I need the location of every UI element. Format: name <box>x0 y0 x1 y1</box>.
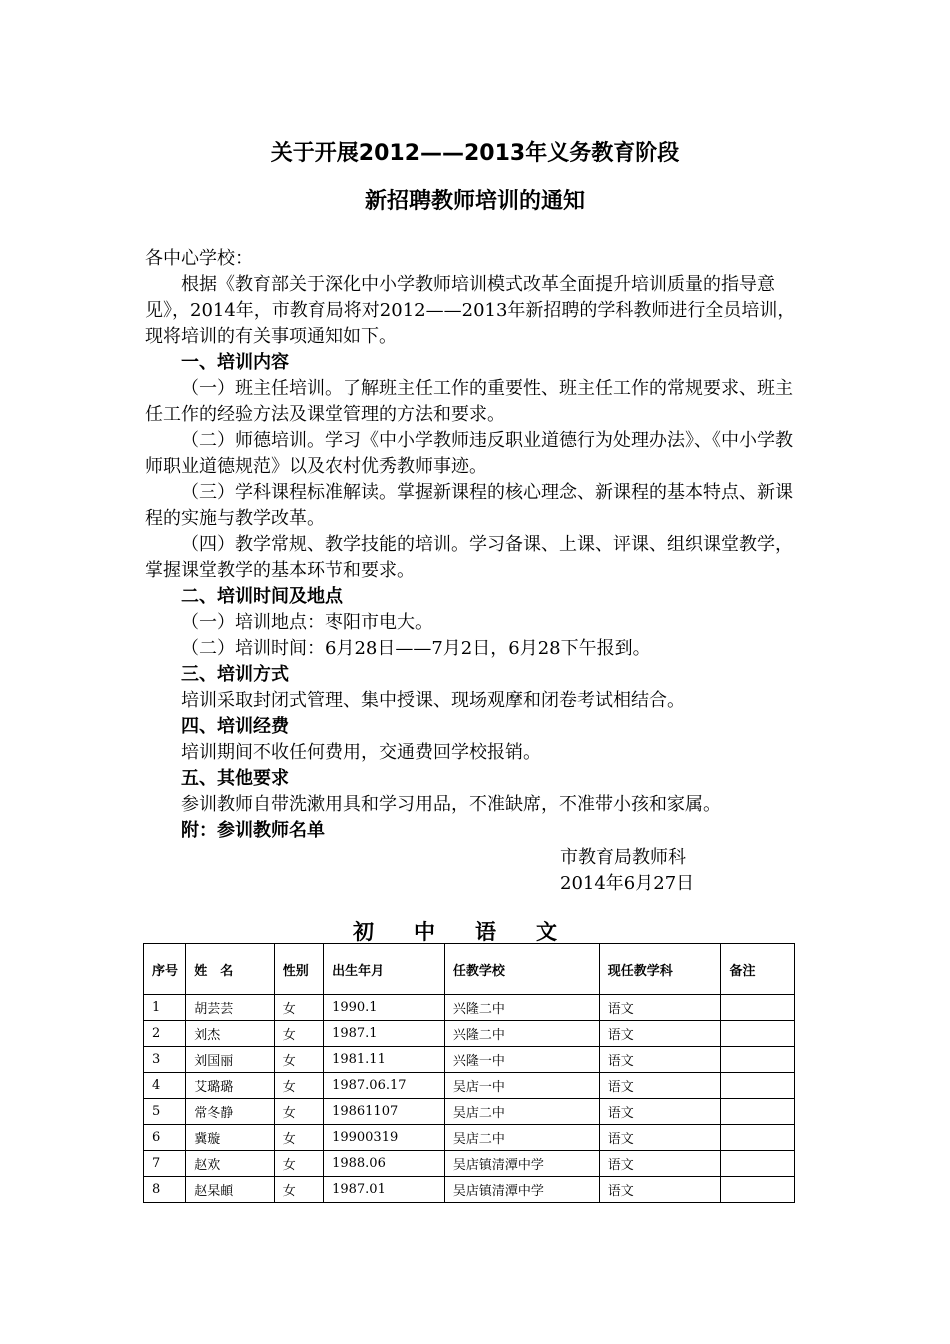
table-cell: 女 <box>274 1151 323 1177</box>
section-text: 参训教师自带洗漱用具和学习用品，不准缺席，不准带小孩和家属。 <box>181 794 721 815</box>
table-cell: 吴店镇清潭中学 <box>444 1177 599 1203</box>
table-cell: 6 <box>144 1125 186 1151</box>
table-cell <box>721 1073 795 1099</box>
header-cell: 现任教学科 <box>599 944 721 995</box>
section-heading-method: 三、培训方式 <box>181 664 289 685</box>
table-row <box>144 1099 795 1125</box>
table-cell <box>721 1099 795 1125</box>
table-cell: 艾璐璐 <box>186 1073 275 1099</box>
table-cell: 语文 <box>599 1151 721 1177</box>
section-item: （二）师德培训。学习《中小学教师违反职业道德行为处理办法》、《中小学教师职业道德规范》以及农村优秀教师事迹。 <box>145 430 793 477</box>
salutation: 各中心学校： <box>145 248 253 269</box>
table-cell <box>721 1021 795 1047</box>
table-cell: 冀璇 <box>186 1125 275 1151</box>
table-cell: 女 <box>274 1021 323 1047</box>
table-cell: 语文 <box>599 1021 721 1047</box>
table-cell: 语文 <box>599 1177 721 1203</box>
table-cell: 胡芸芸 <box>186 995 275 1021</box>
table-cell: 1990.1 <box>324 995 445 1021</box>
table-row <box>144 1021 795 1047</box>
table-cell: 吴店二中 <box>444 1125 599 1151</box>
table-body <box>144 995 795 1203</box>
table-row <box>144 1125 795 1151</box>
table-cell: 刘国丽 <box>186 1047 275 1073</box>
intro-paragraph: 根据《教育部关于深化中小学教师培训模式改革全面提升培训质量的指导意见》，2014年，市教育局将对2012——2013年新招聘的学科教师进行全员培训，现将培训的有关事项通知如下。 <box>145 274 796 347</box>
section-item: （一）培训地点：枣阳市电大。 <box>181 612 433 633</box>
table-header-row <box>144 944 795 995</box>
section-text: 培训期间不收任何费用，交通费回学校报销。 <box>181 742 541 763</box>
table-cell: 语文 <box>599 1047 721 1073</box>
table-cell: 吴店镇清潭中学 <box>444 1151 599 1177</box>
table-cell: 兴隆二中 <box>444 1021 599 1047</box>
section-heading-other: 五、其他要求 <box>181 768 289 789</box>
table-cell: 1981.11 <box>324 1047 445 1073</box>
section-item: （二）培训时间：6月28日——7月2日，6月28下午报到。 <box>181 638 651 659</box>
table-cell: 2 <box>144 1021 186 1047</box>
table-cell: 语文 <box>599 995 721 1021</box>
table-cell: 5 <box>144 1099 186 1125</box>
table-cell: 4 <box>144 1073 186 1099</box>
table-cell: 19861107 <box>324 1099 445 1125</box>
attachment-note: 附：参训教师名单 <box>181 820 325 841</box>
header-cell: 任教学校 <box>444 944 599 995</box>
table-cell: 女 <box>274 1073 323 1099</box>
table-cell: 语文 <box>599 1073 721 1099</box>
table-cell: 刘杰 <box>186 1021 275 1047</box>
signature-date: 2014年6月27日 <box>560 873 695 894</box>
signature-org: 市教育局教师科 <box>560 847 686 868</box>
table-title <box>0 916 950 946</box>
table-cell: 女 <box>274 995 323 1021</box>
section-item: （三）学科课程标准解读。掌握新课程的核心理念、新课程的基本特点、新课程的实施与教学改革。 <box>145 482 793 529</box>
table-cell <box>721 1177 795 1203</box>
table-cell: 语文 <box>599 1125 721 1151</box>
section-item: （四）教学常规、教学技能的培训。学习备课、上课、评课、组织课堂教学，掌握课堂教学的基本环节和要求。 <box>145 534 793 581</box>
table-cell: 1987.01 <box>324 1177 445 1203</box>
table-cell: 赵杲頔 <box>186 1177 275 1203</box>
section-heading-funding: 四、培训经费 <box>181 716 289 737</box>
header-cell: 序号 <box>144 944 186 995</box>
table-cell <box>721 1047 795 1073</box>
table-cell: 女 <box>274 1177 323 1203</box>
section-heading-time-place: 二、培训时间及地点 <box>181 586 343 607</box>
header-cell: 出生年月 <box>324 944 445 995</box>
table-cell: 1987.06.17 <box>324 1073 445 1099</box>
header-cell: 性别 <box>274 944 323 995</box>
document-title-line1: 关于开展2012——2013年义务教育阶段 <box>270 141 680 166</box>
section-text: 培训采取封闭式管理、集中授课、现场观摩和闭卷考试相结合。 <box>181 690 685 711</box>
teacher-roster-table <box>143 943 795 1203</box>
table-cell: 吴店一中 <box>444 1073 599 1099</box>
table-cell <box>721 995 795 1021</box>
table-cell: 兴隆二中 <box>444 995 599 1021</box>
table-cell: 赵欢 <box>186 1151 275 1177</box>
header-cell: 备注 <box>721 944 795 995</box>
table-title-text: 初中语文 <box>353 919 597 944</box>
table-cell: 1987.1 <box>324 1021 445 1047</box>
table-cell <box>721 1151 795 1177</box>
table-cell: 1 <box>144 995 186 1021</box>
table-cell: 常冬静 <box>186 1099 275 1125</box>
table-cell: 1988.06 <box>324 1151 445 1177</box>
header-cell: 姓 名 <box>186 944 275 995</box>
table-cell: 7 <box>144 1151 186 1177</box>
table-row <box>144 1073 795 1099</box>
table-cell: 兴隆一中 <box>444 1047 599 1073</box>
table-cell <box>721 1125 795 1151</box>
table-cell: 19900319 <box>324 1125 445 1151</box>
table-cell: 8 <box>144 1177 186 1203</box>
table-cell: 吴店二中 <box>444 1099 599 1125</box>
table-row <box>144 995 795 1021</box>
notice-body <box>145 246 810 844</box>
table-cell: 女 <box>274 1099 323 1125</box>
table-row <box>144 1177 795 1203</box>
table-cell: 语文 <box>599 1099 721 1125</box>
table-cell: 女 <box>274 1047 323 1073</box>
table-row <box>144 1047 795 1073</box>
table-cell: 女 <box>274 1125 323 1151</box>
section-item: （一）班主任培训。了解班主任工作的重要性、班主任工作的常规要求、班主任工作的经验方法及课堂管理的方法和要求。 <box>145 378 793 425</box>
table-cell: 3 <box>144 1047 186 1073</box>
document-title-line2: 新招聘教师培训的通知 <box>364 189 585 214</box>
section-heading-content: 一、培训内容 <box>181 352 289 373</box>
table-row <box>144 1151 795 1177</box>
